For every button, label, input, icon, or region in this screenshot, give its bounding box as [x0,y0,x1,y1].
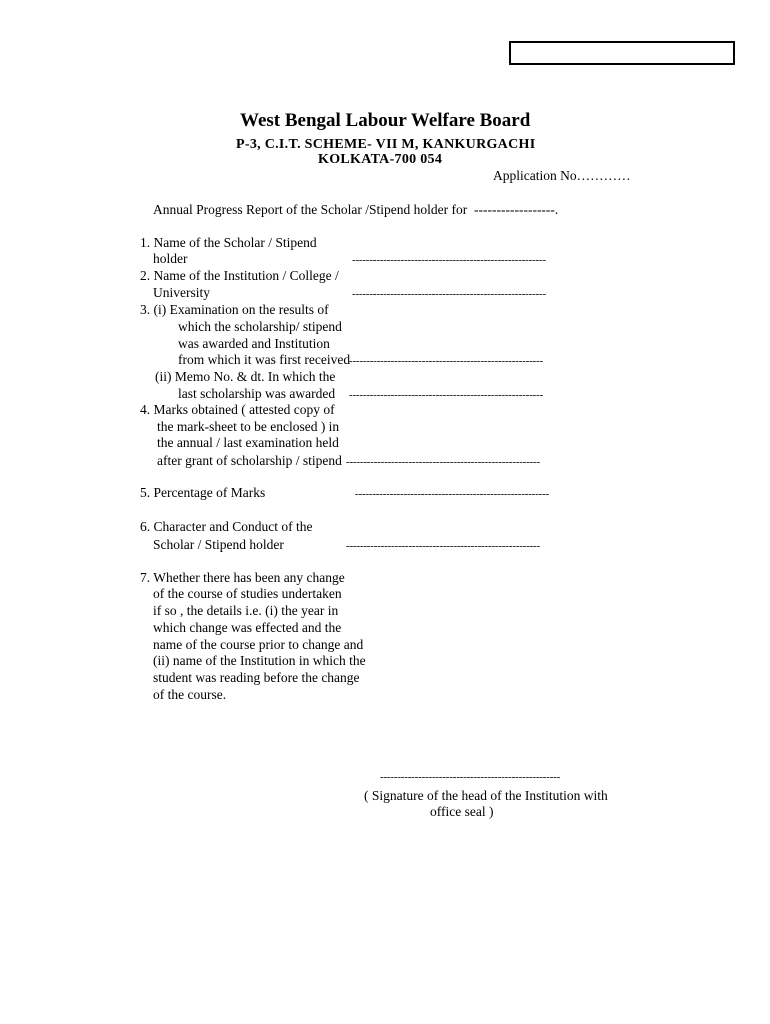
address-line-2: KOLKATA-700 054 [318,152,443,167]
q3ii-label-line1: (ii) Memo No. & dt. In which the [155,369,336,384]
q1-answer-blank[interactable]: -------------------------------------------------------- [352,254,546,266]
q5-label: 5. Percentage of Marks [140,485,266,500]
q3-label-line2: which the scholarship/ stipend [178,319,342,334]
q4-label-line2: the mark-sheet to be enclosed ) in [157,419,340,434]
report-intro: Annual Progress Report of the Scholar /Stipend holder for [153,202,468,217]
q3-label-line1: 3. (i) Examination on the results of [140,302,329,317]
q2-label-line2: University [153,285,210,300]
q4-answer-blank[interactable]: -------------------------------------------------------- [346,456,540,468]
q7-label-line1: 7. Whether there has been any change [140,570,345,585]
q6-answer-blank[interactable]: -------------------------------------------------------- [346,540,540,552]
office-use-box [509,41,735,65]
q3-label-line3: was awarded and Institution [178,336,330,351]
q7-label-line4: which change was effected and the [153,620,342,635]
q2-label-line1: 2. Name of the Institution / College / [140,268,339,283]
q6-label-line1: 6. Character and Conduct of the [140,519,313,534]
signature-line[interactable]: ---------------------------------------------------- [380,771,561,783]
q7-label-line6: (ii) name of the Institution in which the [153,653,366,668]
q7-label-line3: if so , the details i.e. (i) the year in [153,603,339,618]
q4-label-line4: after grant of scholarship / stipend [157,453,342,468]
q7-label-line8: of the course. [153,687,227,702]
address-line-1: P-3, C.I.T. SCHEME- VII M, KANKURGACHI [236,137,536,152]
signature-caption-line1: ( Signature of the head of the Institution with [364,788,608,803]
board-title: West Bengal Labour Welfare Board [240,110,531,131]
q3ii-label-line2: last scholarship was awarded [178,386,336,401]
q1-label-line2: holder [153,251,188,266]
signature-caption-line2: office seal ) [430,804,494,819]
q5-answer-blank[interactable]: -------------------------------------------------------- [355,488,549,500]
q2-answer-blank[interactable]: -------------------------------------------------------- [352,288,546,300]
application-number: Application No………… [493,168,631,183]
q3-label-line4: from which it was first received [178,352,351,367]
q4-label-line3: the annual / last examination held [157,435,339,450]
q7-label-line2: of the course of studies undertaken [153,586,342,601]
q6-label-line2: Scholar / Stipend holder [153,537,284,552]
q3-answer-blank[interactable]: -------------------------------------------------------- [349,355,543,367]
q7-label-line7: student was reading before the change [153,670,360,685]
q3ii-answer-blank[interactable]: -------------------------------------------------------- [349,389,543,401]
q7-label-line5: name of the course prior to change and [153,637,364,652]
q4-label-line1: 4. Marks obtained ( attested copy of [140,402,335,417]
report-year-blank[interactable]: ------------------. [474,202,559,217]
q1-label-line1: 1. Name of the Scholar / Stipend [140,235,317,250]
